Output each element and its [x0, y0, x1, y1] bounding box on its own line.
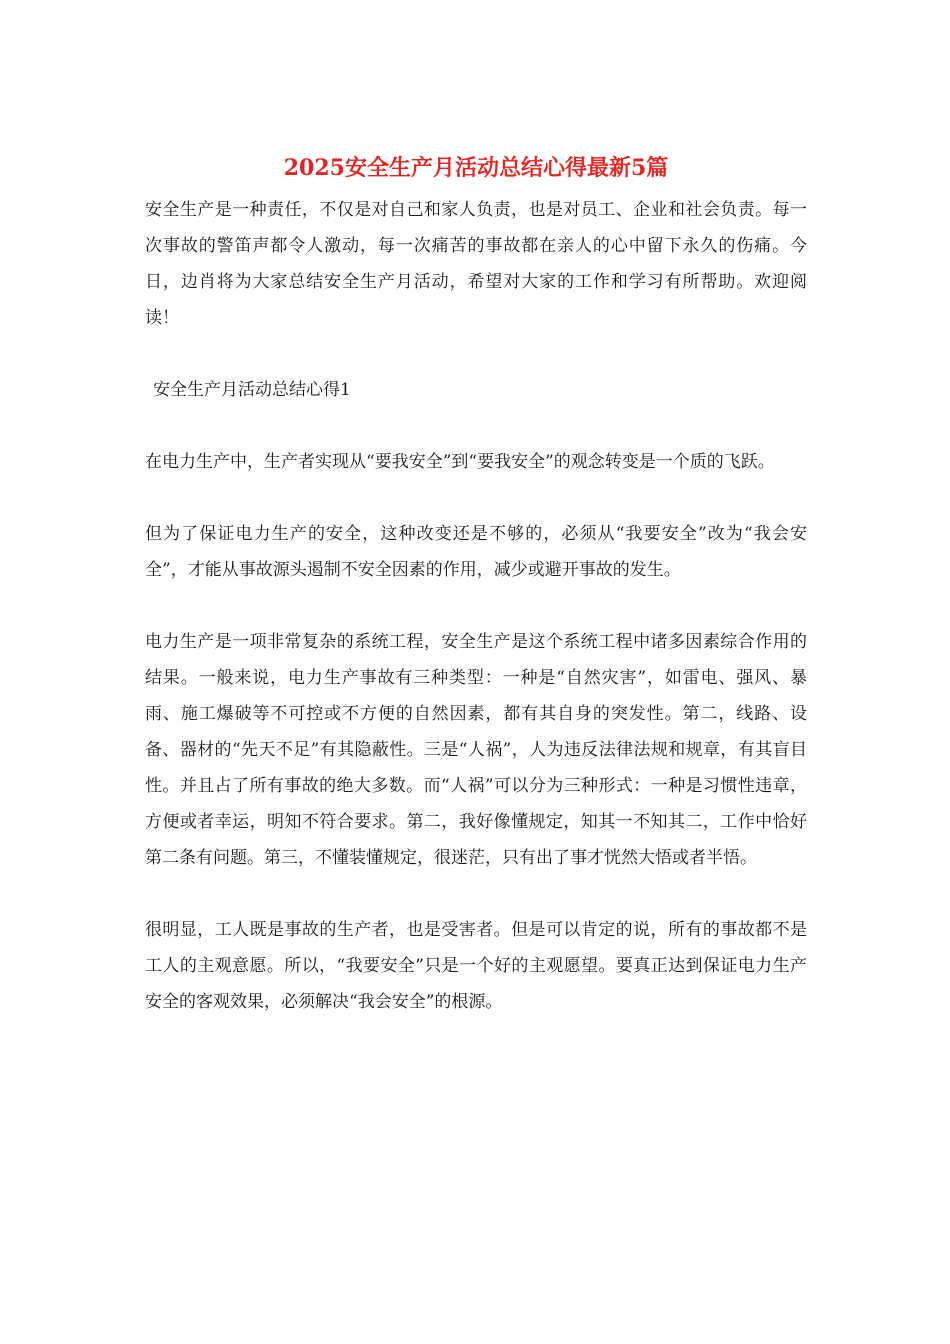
body-paragraph-2: 但为了保证电力生产的安全，这种改变还是不够的，必须从“我要安全”改为“我会安全”，才能从事故源头遏制不安全因素的作用，减少或避开事故的发生。 [145, 524, 807, 580]
body-paragraph-3: 电力生产是一项非常复杂的系统工程，安全生产是这个系统工程中诸多因素综合作用的结果。一般来说，电力生产事故有三种类型：一种是“自然灾害”，如雷电、强风、暴雨、施工爆破等不可控或不方便的自然因素，都有其自身的突发性。第二，线路、设备、器材的“先天不足”有其隐蔽性。三是“人祸”，人为违反法律法规和规章，有其盲目性。并且占了所有事故的绝大多数。而“人祸”可以分为三种形式：一种是习惯性违章，方便或者幸运，明知不符合要求。第二，我好像懂规定，知其一不知其二，工作中恰好第二条有问题。第三，不懂装懂规定，很迷茫，只有出了事才恍然大悟或者半悟。 [145, 632, 807, 868]
body-paragraph-1: 在电力生产中，生产者实现从“要我安全”到“要我安全”的观念转变是一个质的飞跃。 [145, 452, 775, 472]
section-heading: 安全生产月活动总结心得1 [153, 380, 351, 400]
intro-paragraph: 安全生产是一种责任，不仅是对自己和家人负责，也是对员工、企业和社会负责。每一次事故的警笛声都令人激动，每一次痛苦的事故都在亲人的心中留下永久的伤痛。今日，边肖将为大家总结安全生产月活动，希望对大家的工作和学习有所帮助。欢迎阅读！ [145, 200, 807, 328]
spacer [145, 876, 807, 912]
spacer [145, 588, 807, 624]
spacer [145, 336, 807, 372]
document-page [145, 150, 807, 1020]
body-paragraph-4: 很明显，工人既是事故的生产者，也是受害者。但是可以肯定的说，所有的事故都不是工人的主观意愿。所以，“我要安全”只是一个好的主观愿望。要真正达到保证电力生产安全的客观效果，必须解决“我会安全”的根源。 [145, 920, 807, 1012]
document-title: 2025安全生产月活动总结心得最新5篇 [283, 155, 669, 181]
spacer [145, 480, 807, 516]
spacer [145, 408, 807, 444]
